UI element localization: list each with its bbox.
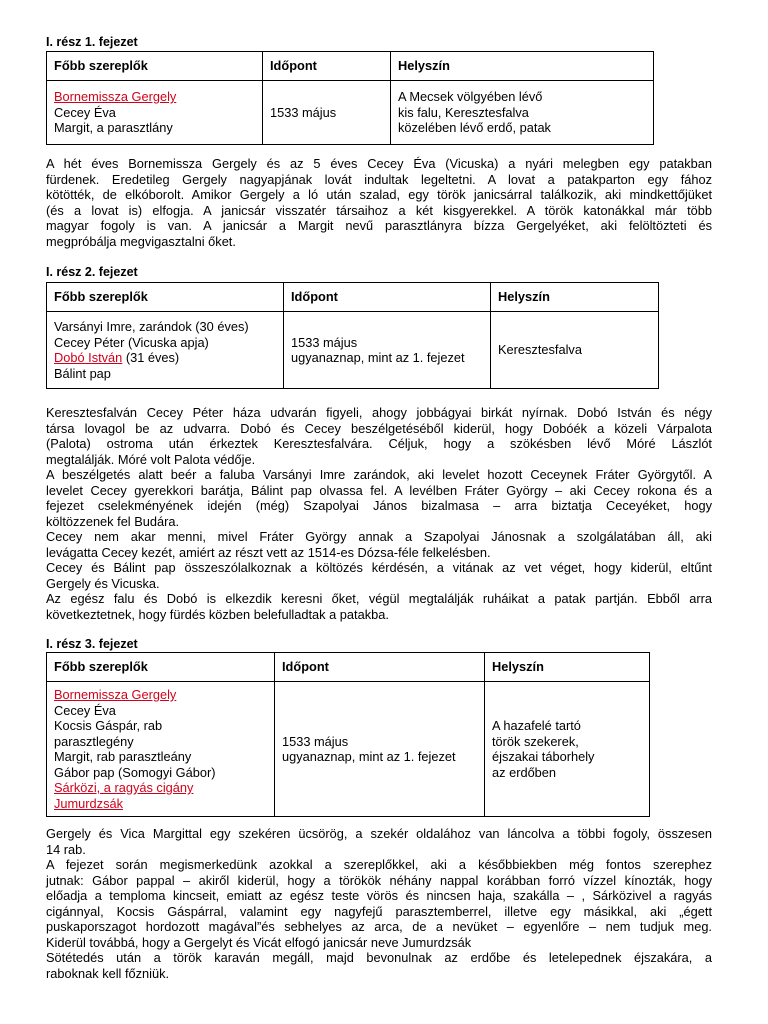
character-link[interactable]: Dobó István xyxy=(54,350,123,365)
table-header-row xyxy=(47,52,654,81)
table-header-row xyxy=(47,653,650,682)
text-line: (Palota) ostroma után érkeztek Keresztesfalvára. Céljuk, hogy a szökésben lévő Móré Lászlót xyxy=(46,436,712,451)
character-name xyxy=(54,350,276,366)
place-cell xyxy=(391,81,654,145)
text-line: Sötétedés után a török karaván megáll, majd bevonulnak az erdőbe és letelepednek éjszakára, a xyxy=(46,950,712,965)
text-line: raboknak kell főzniük. xyxy=(46,965,170,981)
character-link[interactable]: Jumurdzsák xyxy=(54,795,123,811)
table-header-row xyxy=(47,283,659,312)
time-line: ugyanaznap, mint az 1. fejezet xyxy=(282,749,456,764)
character-name: Bálint pap xyxy=(54,365,111,381)
character-name: Cecey Éva xyxy=(54,702,116,718)
text-line: megpróbálja megvigasztalni őket. xyxy=(46,233,236,249)
header-characters: Főbb szereplők xyxy=(47,52,263,81)
text-line: levelet Cecey gyerekkori barátja, Bálint pap olvassa fel. A levélben Fráter György – aki Cecey rokona és a xyxy=(46,482,712,498)
character-name: Kocsis Gáspár, rab xyxy=(54,718,163,733)
place-cell xyxy=(485,682,650,817)
character-age: (31 éves) xyxy=(122,350,180,365)
character-name: parasztlegény xyxy=(54,733,134,749)
character-name: Cecey Péter (Vicuska apja) xyxy=(54,334,209,350)
text-line: A beszélgetés alatt beér a faluba Varsányi Imre zarándok, aki levelet hozott Ceceynek Fráter Györgytől. A xyxy=(46,467,712,482)
text-line: Az egész falu és Dobó is elkezdik keresni őket, végül megtalálják ruháikat a patak partján. Ebből arra xyxy=(46,591,712,606)
text-line: 14 rab. xyxy=(46,841,86,857)
text-line: cigánnyal, Kocsis Gáspárral, valamint egy nagyfejű parasztemberrel, illetve egy másikkal, aki „égett xyxy=(46,903,712,919)
header-time: Időpont xyxy=(263,52,391,81)
time-cell xyxy=(263,81,391,145)
table-row xyxy=(47,312,659,389)
character-link[interactable]: Bornemissza Gergely xyxy=(54,687,177,702)
text-line: Gergely és Vicuska. xyxy=(46,575,160,591)
text-line: jutnak: Gábor pappal – akiről kiderül, hogy a törökök néhány nappal korábban forró vízzel kínozták, hogy xyxy=(46,872,712,888)
time-line: 1533 május xyxy=(291,334,358,350)
place-line: A Mecsek völgyében lévő xyxy=(398,89,543,105)
place-line: török szekerek, xyxy=(492,733,579,749)
chapter-heading: I. rész 3. fejezet xyxy=(46,637,138,651)
table-row xyxy=(47,682,650,817)
time-line: 1533 május xyxy=(282,733,349,749)
text-line: következtetnek, hogy fürdés közben belefulladtak a patakba. xyxy=(46,606,389,622)
chapter-summary xyxy=(46,405,712,622)
header-place: Helyszín xyxy=(391,52,654,81)
place-line: kis falu, Keresztesfalva xyxy=(398,104,529,120)
chapter-heading: I. rész 2. fejezet xyxy=(46,265,138,279)
characters-cell xyxy=(47,81,263,145)
text-line: levágatta Cecey kezét, amiért az részt vett az 1514-es Dózsa-féle felkelésben. xyxy=(46,544,491,560)
character-name: Cecey Éva xyxy=(54,104,116,120)
text-line: magyar fogoly is van. A janicsár a Margit nevű parasztlányra bízza Gergelyéket, aki felöltözteti és xyxy=(46,218,712,233)
character-link[interactable]: Sárközi, a ragyás cigány xyxy=(54,780,194,795)
text-line: költözzenek fel Budára. xyxy=(46,513,180,529)
characters-table xyxy=(46,282,659,389)
header-place: Helyszín xyxy=(491,283,659,312)
place-line: A hazafelé tartó xyxy=(492,718,581,733)
character-name: Margit, rab parasztleány xyxy=(54,749,192,764)
text-line: fürdenek. Eredetileg Gergely nagyapjának lovát indultak legeltetni. A lovat a patakparton egy fához xyxy=(46,171,712,187)
place-cell xyxy=(491,312,659,389)
chapter-summary xyxy=(46,156,712,249)
characters-cell xyxy=(47,312,284,389)
text-line: megtalálják. Móré volt Palota védője. xyxy=(46,451,256,467)
text-line: A fejezet során megismerkedünk azokkal a szereplőkkel, aki a későbbiekben még fontos szerephez xyxy=(46,857,712,872)
header-place: Helyszín xyxy=(485,653,650,682)
header-time: Időpont xyxy=(284,283,491,312)
text-line: puskaporszagot hordozott magával”és sebhelyes az arca, de a nevüket – egyenlőre – nem tudjuk meg. xyxy=(46,919,712,934)
character-name: Gábor pap (Somogyi Gábor) xyxy=(54,764,216,780)
header-characters: Főbb szereplők xyxy=(47,283,284,312)
place-line: közelében lévő erdő, patak xyxy=(398,120,551,136)
time-line: 1533 május xyxy=(270,104,337,120)
character-link[interactable]: Bornemissza Gergely xyxy=(54,89,177,105)
text-line: társa lovagol be az udvarra. Dobó és Cecey beszélgetéséből kiderül, hogy Dobóék a közeli Várpalota xyxy=(46,420,712,436)
text-line: fejezet cselekményének idején (még) Szapolyai János bizalmasa – arra biztatja Ceceyéket, hogy xyxy=(46,498,712,513)
text-line: Gergely és Vica Margittal egy szekéren ücsörög, a szekér oldalához van láncolva a többi fogoly, összesen xyxy=(46,826,712,841)
text-line: A hét éves Bornemissza Gergely és az 5 éves Cecey Éva (Vicuska) a nyári melegben egy patakban xyxy=(46,156,712,171)
time-cell xyxy=(284,312,491,389)
time-line: ugyanaznap, mint az 1. fejezet xyxy=(291,350,465,365)
chapter-summary xyxy=(46,826,712,981)
text-line: Cecey és Bálint pap összeszólalkoznak a költözés kérdésén, a vitának az vet véget, hogy kiderül, eltűnt xyxy=(46,560,712,575)
text-line: kötötték, de elkóborolt. Amikor Gergely a ló után szalad, egy török janicsárral találkozik, aki mindkettőjüket xyxy=(46,187,712,202)
text-line: Cecey nem akar menni, mivel Fráter György annak a Szapolyai Jánosnak a szolgálatában áll, aki xyxy=(46,529,712,544)
text-line: (és a lovat is) elfogja. A janicsár visszatér társaihoz a két kisgyerekkel. A török katonákkal már több xyxy=(46,202,712,218)
character-name: Margit, a parasztlány xyxy=(54,120,173,136)
chapter-heading: I. rész 1. fejezet xyxy=(46,35,138,49)
characters-table xyxy=(46,51,654,145)
place-line: Keresztesfalva xyxy=(498,342,582,358)
text-line: Keresztesfalván Cecey Péter háza udvarán figyeli, ahogy jobbágyai birkát nyírnak. Dobó István és négy xyxy=(46,405,712,420)
character-name: Varsányi Imre, zarándok (30 éves) xyxy=(54,319,249,334)
place-line: az erdőben xyxy=(492,764,557,780)
characters-cell xyxy=(47,682,275,817)
header-characters: Főbb szereplők xyxy=(47,653,275,682)
table-row xyxy=(47,81,654,145)
time-cell xyxy=(275,682,485,817)
text-line: Kiderül továbbá, hogy a Gergelyt és Vicát elfogó janicsár neve Jumurdzsák xyxy=(46,934,472,950)
characters-table xyxy=(46,652,650,817)
place-line: éjszakai táborhely xyxy=(492,749,595,764)
header-time: Időpont xyxy=(275,653,485,682)
text-line: előadja a temploma kincseit, emiatt az egész teste vörös és nincsen haja, szakálla – , Sárközivel a ragyás xyxy=(46,888,712,903)
